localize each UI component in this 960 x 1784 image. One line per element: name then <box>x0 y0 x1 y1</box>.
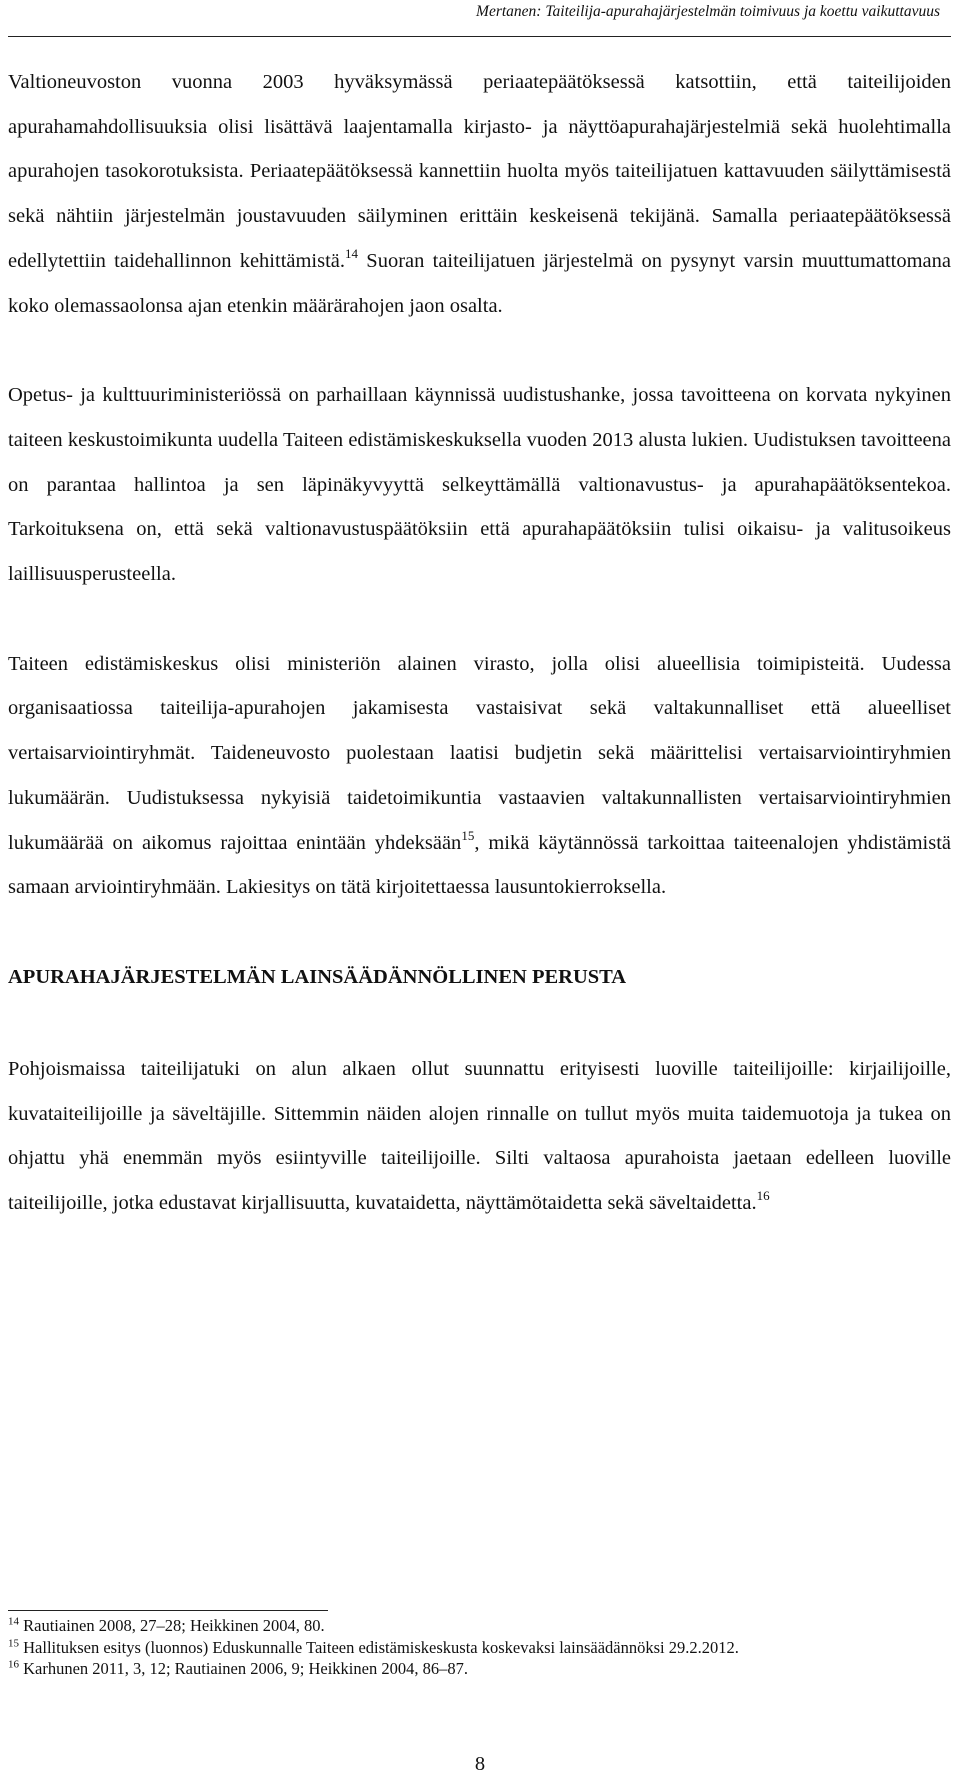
section-heading: APURAHAJÄRJESTELMÄN LAINSÄÄDÄNNÖLLINEN PERUSTA <box>8 965 627 988</box>
paragraph-3 <box>8 642 951 910</box>
footnote-text: Hallituksen esitys (luonnos) Eduskunnalle Taiteen edistämiskeskusta koskevaksi lainsäädännöksi 29.2.2012. <box>23 1637 739 1657</box>
footnote-text: Karhunen 2011, 3, 12; Rautiainen 2006, 9; Heikkinen 2004, 86–87. <box>23 1659 468 1678</box>
footnote-rule <box>8 1610 328 1611</box>
footnote-ref-14[interactable]: 14 <box>345 245 359 261</box>
paragraph-1-text-b: Suoran taiteilijatuen järjestelmä on pysynyt varsin muuttumattomana koko olemassaolonsa ajan etenkin määrärahojen jaon osalta. <box>8 249 951 317</box>
page-number: 8 <box>474 1753 486 1775</box>
body-text <box>8 60 951 1226</box>
footnote-15 <box>8 1638 928 1658</box>
paragraph-2: Opetus- ja kulttuuriministeriössä on parhaillaan käynnissä uudistushanke, jossa tavoitteena on korvata nykyinen taiteen keskustoimikunta uudella Taiteen edistämiskeskuksella vuoden 2013 alusta lukien. Uudistuksen tavoitteena on parantaa hallintoa ja sen läpinäkyvyyttä selkeyttämällä valtionavustus- ja apurahapäätöksentekoa. Tarkoituksena on, että sekä valtionavustuspäätöksiin että apurahapäätöksiin tulisi oikaisu- ja valitusoikeus laillisuusperusteella. <box>8 384 951 586</box>
paragraph-4 <box>8 1047 951 1226</box>
footnote-number: 16 <box>8 1658 19 1671</box>
paragraph-3-text-b: , mikä käytännössä tarkoittaa taiteenalojen yhdistämistä samaan arviointiryhmään. Lakiesitys on tätä kirjoitettaessa lausuntokierroksella. <box>8 831 951 899</box>
paragraph-3-text-a: Taiteen edistämiskeskus olisi ministeriön alainen virasto, jolla olisi alueellisia toimipisteitä. Uudessa organisaatiossa taiteilija-apurahojen jakamisesta vastaisivat sekä valtakunnalliset että alueelliset vertaisarviointiryhmät. Taideneuvosto puolestaan laatisi budjetin sekä määrittelisi vertaisarviointiryhmien lukumäärän. Uudistuksessa nykyisiä taidetoimikuntia vastaavien valtakunnallisten vertaisarviointiryhmien lukumäärää on aikomus rajoittaa enintään yhdeksään <box>8 652 951 854</box>
footnote-14 <box>8 1616 928 1636</box>
footnote-ref-15[interactable]: 15 <box>461 827 475 843</box>
footnote-16 <box>8 1659 928 1679</box>
footnote-text: Rautiainen 2008, 27–28; Heikkinen 2004, 80. <box>23 1616 325 1635</box>
footnote-ref-16[interactable]: 16 <box>756 1187 770 1203</box>
footnote-number: 14 <box>8 1615 19 1628</box>
footnotes <box>8 1616 928 1681</box>
paragraph-4-text: Pohjoismaissa taiteilijatuki on alun alkaen ollut suunnattu erityisesti luoville taiteilijoille: kirjailijoille, kuvataiteilijoille ja säveltäjille. Sittemmin näiden alojen rinnalle on tullut myös muita taidemuotoja ja tukea on ohjattu yhä enemmän myös esiintyville taiteilijoille. Silti valtaosa apurahoista jaetaan edelleen luoville taiteilijoille, jotka edustavat kirjallisuutta, kuvataidetta, näyttämötaidetta sekä säveltaidetta. <box>8 1057 951 1215</box>
running-header: Mertanen: Taiteilija-apurahajärjestelmän toimivuus ja koettu vaikuttavuus <box>476 3 940 20</box>
header-rule <box>8 36 951 37</box>
footnote-number: 15 <box>8 1636 19 1649</box>
paragraph-1 <box>8 60 951 328</box>
paragraph-1-text-a: Valtioneuvoston vuonna 2003 hyväksymässä periaatepäätöksessä katsottiin, että taiteilijoiden apurahamahdollisuuksia olisi lisättävä laajentamalla kirjasto- ja näyttöapurahajärjestelmiä sekä huolehtimalla apurahojen tasokorotuksista. Periaatepäätöksessä kannettiin huolta myös taiteilijatuen kattavuuden säilyttämisestä sekä nähtiin järjestelmän joustavuuden säilyminen erittäin keskeisenä tekijänä. Samalla periaatepäätöksessä edellytettiin taidehallinnon kehittämistä. <box>8 71 951 272</box>
